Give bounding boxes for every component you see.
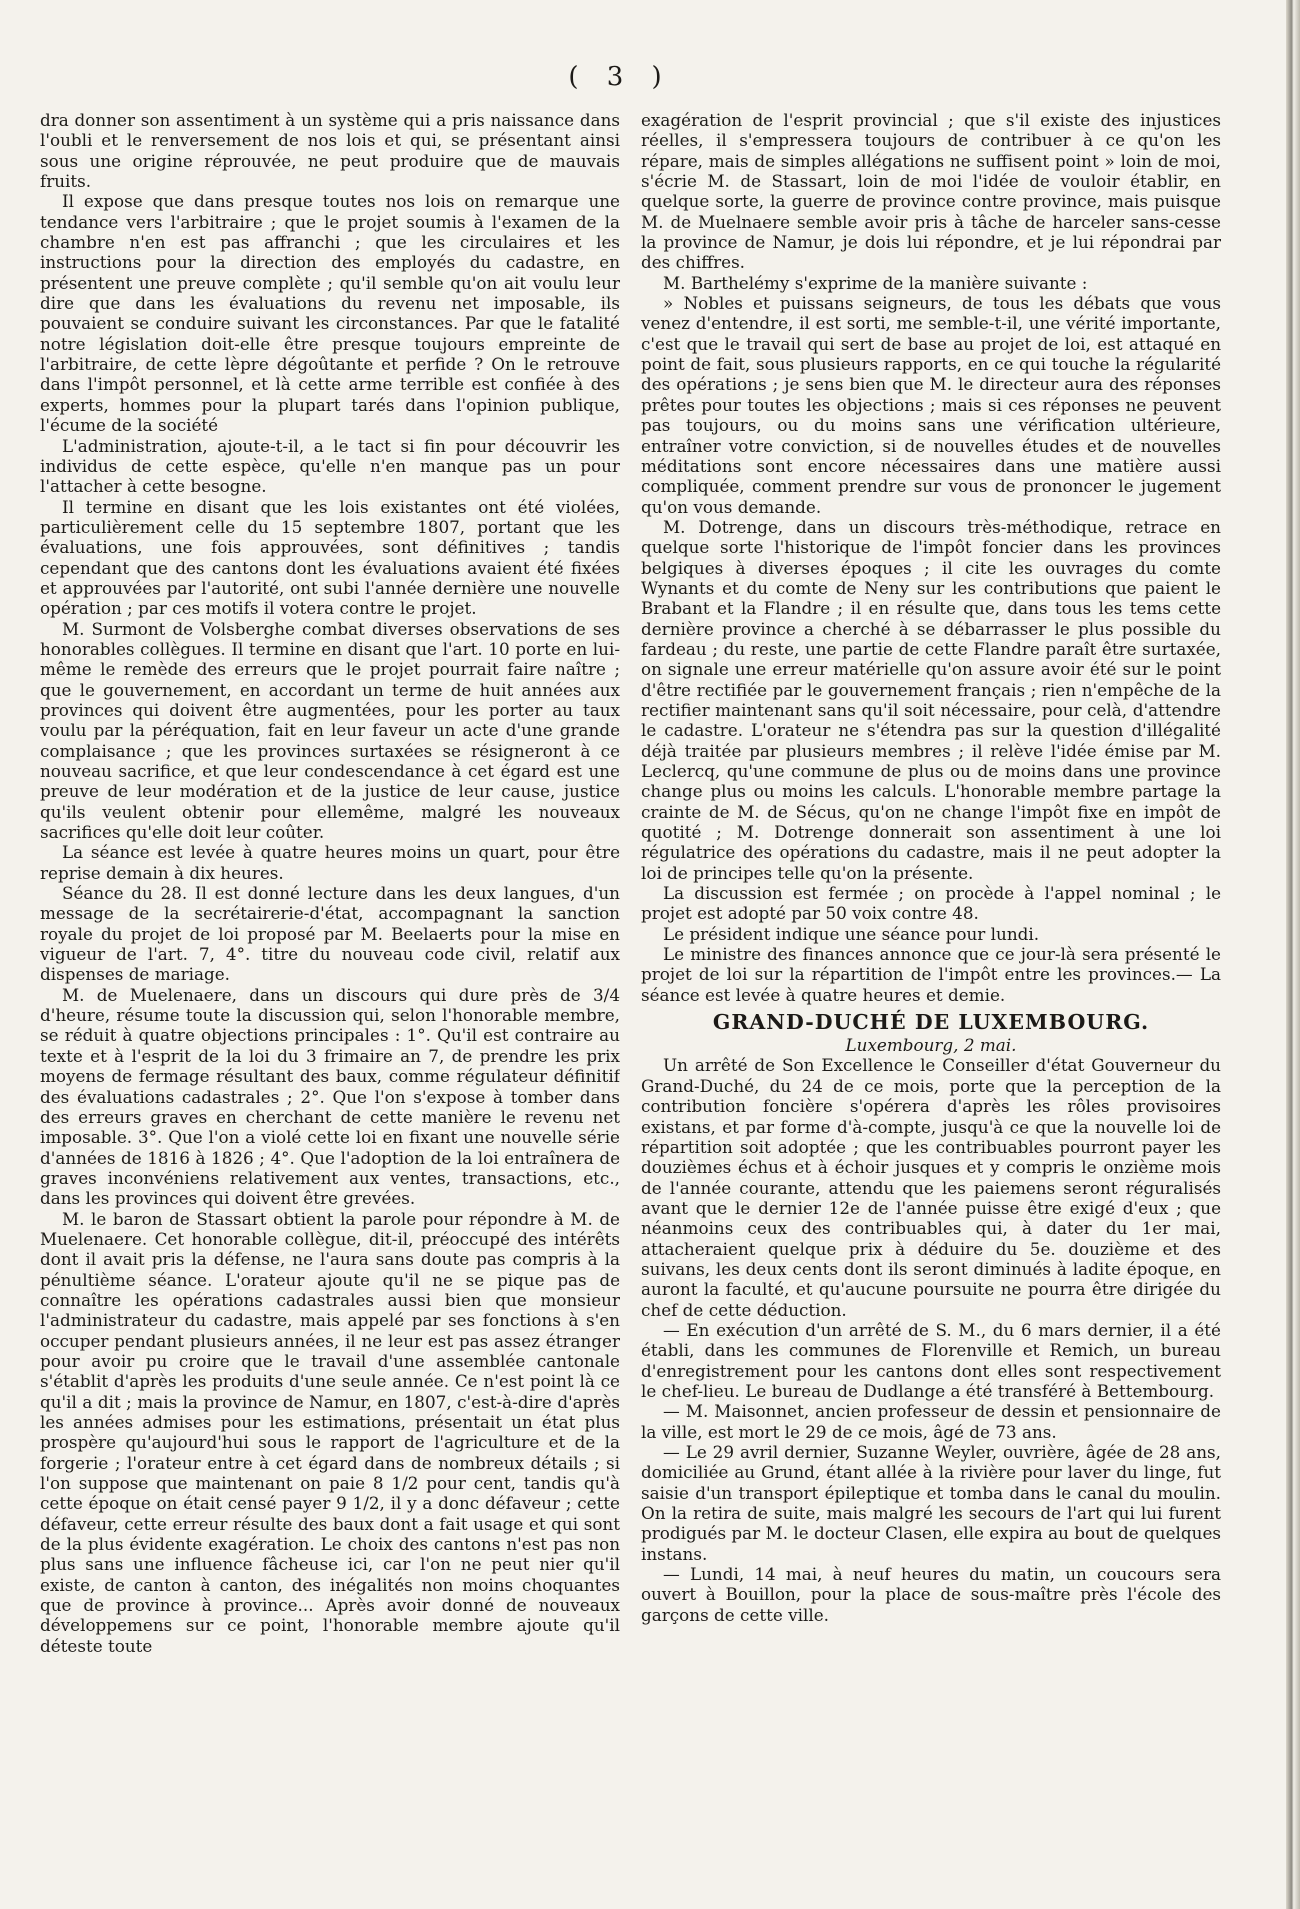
dateline: Luxembourg, 2 mai. <box>845 1035 1017 1056</box>
right-column <box>641 110 1221 1870</box>
page-edge <box>1286 0 1300 1909</box>
paragraph: L'administration, ajoute-t-il, a le tact si fin pour découvrir les individus de cette espèce, qu'elle n'en manque pas un pour l'attacher à cette besogne. <box>40 435 620 497</box>
paragraph: La séance est levée à quatre heures moins un quart, pour être reprise demain à dix heures. <box>40 842 620 883</box>
page-number: ( 3 ) <box>568 62 672 92</box>
paragraph: M. de Muelenaere, dans un discours qui dure près de 3/4 d'heure, résume toute la discussion qui, selon l'honorable membre, se réduit à quatre objections principales : 1°. Qu'il est contraire au texte et à l'esprit de la loi du 3 frimaire an 7, de prendre les prix moyens de fermage résultant des baux, comme régulateur définitif des évaluations cadastrales ; 2°. Que l'on s'expose à tomber dans des erreurs graves en cherchant de cette manière le revenu net imposable. 3°. Que l'on a violé cette loi en fixant une nouvelle série d'années de 1816 à 1826 ; 4°. Que l'adoption de la loi entraînera de graves inconvéniens relativement aux ventes, transactions, etc., dans les provinces qui doivent être grevées. <box>40 984 620 1209</box>
paragraph: Il expose que dans presque toutes nos lois on remarque une tendance vers l'arbitraire ; que le projet soumis à l'examen de la chambre n'en est pas affranchi ; que les circulaires et les instructions pour la direction des employés du cadastre, en présentent une preuve complète ; qu'il semble qu'on ait voulu leur dire que dans les évaluations du revenu net imposable, ils pouvaient se conduire suivant les circonstances. Par que le fatalité notre législation doit-elle être presque toujours empreinte de l'arbitraire, de cette lèpre dégoûtante et perfide ? On le retrouve dans l'impôt personnel, et là cette arme terrible est confiée à des experts, hommes pour la plupart tarés dans l'opinion publique, l'écume de la société <box>40 191 620 436</box>
paragraph: — En exécution d'un arrêté de S. M., du 6 mars dernier, il a été établi, dans les communes de Florenville et Remich, un bureau d'enregistrement pour les cantons dont elles sont respectivement le chef-lieu. Le bureau de Dudlange a été transféré à Bettembourg. <box>641 1319 1221 1401</box>
section-heading: GRAND-DUCHÉ DE LUXEMBOURG. <box>712 1010 1150 1035</box>
paragraph: Le président indique une séance pour lundi. <box>663 923 1040 944</box>
paragraph: dra donner son assentiment à un système qui a pris naissance dans l'oubli et le renversement de nos lois et qui, se présentant ainsi sous une origine réprouvée, ne peut produire que de mauvais fruits. <box>40 110 620 192</box>
paragraph: — Le 29 avril dernier, Suzanne Weyler, ouvrière, âgée de 28 ans, domiciliée au Grund, étant allée à la rivière pour laver du linge, fut saisie d'un transport épileptique et tomba dans le canal du moulin. On la retira de suite, mais malgré les secours de l'art qui lui furent prodigués par M. le docteur Clasen, elle expira au bout de quelques instans. <box>641 1442 1221 1564</box>
paragraph: » Nobles et puissans seigneurs, de tous les débats que vous venez d'entendre, il est sorti, me semble-t-il, une vérité importante, c'est que le travail qui sert de base au projet de loi, est attaqué en point de fait, sous plusieurs rapports, en ce qui touche la régularité des opérations ; je sens bien que M. le directeur aura des réponses prêtes pour toutes les objections ; mais si ces réponses ne peuvent pas toujours, ou du moins sans une vérification ultérieure, entraîner votre conviction, si de nouvelles études et de nouvelles méditations sont encore nécessaires dans une matière aussi compliquée, comment prendre sur vous de prononcer le jugement qu'on vous demande. <box>641 293 1221 517</box>
paragraph: Il termine en disant que les lois existantes ont été violées, particulièrement celle du 15 septembre 1807, portant que les évaluations, une fois approuvées, sont définitives ; tandis cependant que des cantons dont les évaluations avaient été fixées et approuvées par l'autorité, ont subi l'année dernière une nouvelle opération ; par ces motifs il votera contre le projet. <box>40 496 620 619</box>
paragraph: La discussion est fermée ; on procède à l'appel nominal ; le projet est adopté par 50 voix contre 48. <box>641 883 1221 924</box>
paragraph: — M. Maisonnet, ancien professeur de dessin et pensionnaire de la ville, est mort le 29 de ce mois, âgé de 73 ans. <box>641 1401 1221 1442</box>
paragraph: M. Barthelémy s'exprime de la manière suivante : <box>663 272 1088 293</box>
paragraph: exagération de l'esprit provincial ; que s'il existe des injustices réelles, il s'empressera toujours de contribuer à ce qu'on les répare, mais de simples allégations ne suffisent point » loin de moi, s'écrie M. de Stassart, loin de moi l'idée de vouloir établir, en quelque sorte, la guerre de province contre province, mais puisque M. de Muelnaere semble avoir pris à tâche de harceler sans-cesse la province de Namur, je dois lui répondre, et je lui répondrai par des chiffres. <box>641 110 1221 273</box>
paragraph: M. le baron de Stassart obtient la parole pour répondre à M. de Muelenaere. Cet honorable collègue, dit-il, préoccupé des intérêts dont il avait pris la défense, ne l'aura sans doute pas compris à la pénultième séance. L'orateur ajoute qu'il ne se pique pas de connaître les opérations cadastrales aussi bien que monsieur l'administrateur du cadastre, mais appelé par ses fonctions à s'en occuper pendant plusieurs années, il ne leur est pas assez étranger pour avoir pu croire que le travail d'une assemblée cantonale s'établit d'après les produits d'une seule année. Ce n'est point là ce qu'il a dit ; mais la province de Namur, en 1807, c'est-à-dire d'après les années admises pour les estimations, présentait un état plus prospère qu'aujourd'hui sous le rapport de l'agriculture et de la forgerie ; l'orateur entre à cet égard dans de nombreux détails ; si l'on suppose que maintenant on paie 8 1/2 pour cent, tandis qu'à cette époque on était censé payer 9 1/2, il y a donc défaveur ; cette défaveur, cette erreur résulte des baux dont a fait usage et qui sont de la plus évidente exagération. Le choix des cantons n'est pas non plus sans une influence fâcheuse ici, car l'on ne peut nier qu'il existe, de canton à canton, des inégalités non moins choquantes que de province à province... Après avoir donné de nouveaux développemens sur ce point, l'honorable membre ajoute qu'il déteste toute <box>40 1208 620 1656</box>
paragraph: M. Surmont de Volsberghe combat diverses observations de ses honorables collègues. Il termine en disant que l'art. 10 porte en lui-même le remède des erreurs que le projet pourrait faire naître ; que le gouvernement, en accordant un terme de huit années aux provinces qui doivent être augmentées, pour les porter au taux voulu par la péréquation, fait en leur faveur un acte d'une grande complaisance ; que les provinces surtaxées se résigneront à ce nouveau sacrifice, et que leur condescendance à cet égard est une preuve de leur modération et de la justice de leur cause, justice qu'ils veulent obtenir pour ellemême, malgré les nouveaux sacrifices qu'elle doit leur coûter. <box>40 618 620 843</box>
paragraph: Le ministre des finances annonce que ce jour-là sera présenté le projet de loi sur la répartition de l'impôt entre les provinces.— La séance est levée à quatre heures et demie. <box>641 944 1221 1005</box>
left-column <box>40 110 620 1870</box>
paragraph: M. Dotrenge, dans un discours très-méthodique, retrace en quelque sorte l'historique de l'impôt foncier dans les provinces belgiques à diverses époques ; il cite les ouvrages du comte Wynants et du comte de Neny sur les contributions que paient le Brabant et la Flandre ; il en résulte que, dans tous les tems cette dernière province a cherché à se débarrasser le plus possible du fardeau ; du reste, une partie de cette Flandre paraît être surtaxée, on signale une erreur matérielle qu'on assure avoir été sur le point d'être rectifiée par le gouvernement français ; rien n'empêche de la rectifier maintenant sans qu'il soit nécessaire, pour celà, d'attendre le cadastre. L'orateur ne s'étendra pas sur la question d'illégalité déjà traitée par plusieurs membres ; il relève l'idée émise par M. Leclercq, qu'une commune de plus ou de moins dans une province change plus ou moins les calculs. L'honorable membre partage la crainte de M. de Sécus, qu'on ne change l'impôt fixe en impôt de quotité ; M. Dotrenge donnerait son assentiment à une loi régulatrice des opérations du cadastre, mais il ne peut adopter la loi de principes telle qu'on la présente. <box>641 516 1221 883</box>
paragraph: — Lundi, 14 mai, à neuf heures du matin, un coucours sera ouvert à Bouillon, pour la place de sous-maître près l'école des garçons de cette ville. <box>641 1564 1221 1625</box>
paragraph: Séance du 28. Il est donné lecture dans les deux langues, d'un message de la secrétairerie-d'état, accompagnant la sanction royale du projet de loi proposé par M. Beelaerts pour la mise en vigueur de l'art. 7, 4°. titre du nouveau code civil, relatif aux dispenses de mariage. <box>40 883 620 985</box>
paragraph: Un arrêté de Son Excellence le Conseiller d'état Gouverneur du Grand-Duché, du 24 de ce mois, porte que la perception de la contribution foncière s'opérera d'après les rôles provisoires existans, et par forme d'à-compte, jusqu'à ce que la nouvelle loi de répartition soit adoptée ; que les contribuables pourront payer les douzièmes échus et à échoir jusques et y compris le onzième mois de l'année courante, attendu que les paiemens seront réguralisés avant que le dernier 12e de l'année puisse être exigé d'eux ; que néanmoins ceux des contribuables qui, à dater du 1er mai, attacheraient quelque prix à déduire du 5e. douzième et des suivans, les deux cents dont ils seront diminués à ladite époque, en auront la faculté, et qu'aucune poursuite ne pourra être dirigée du chef de cette déduction. <box>641 1055 1221 1320</box>
